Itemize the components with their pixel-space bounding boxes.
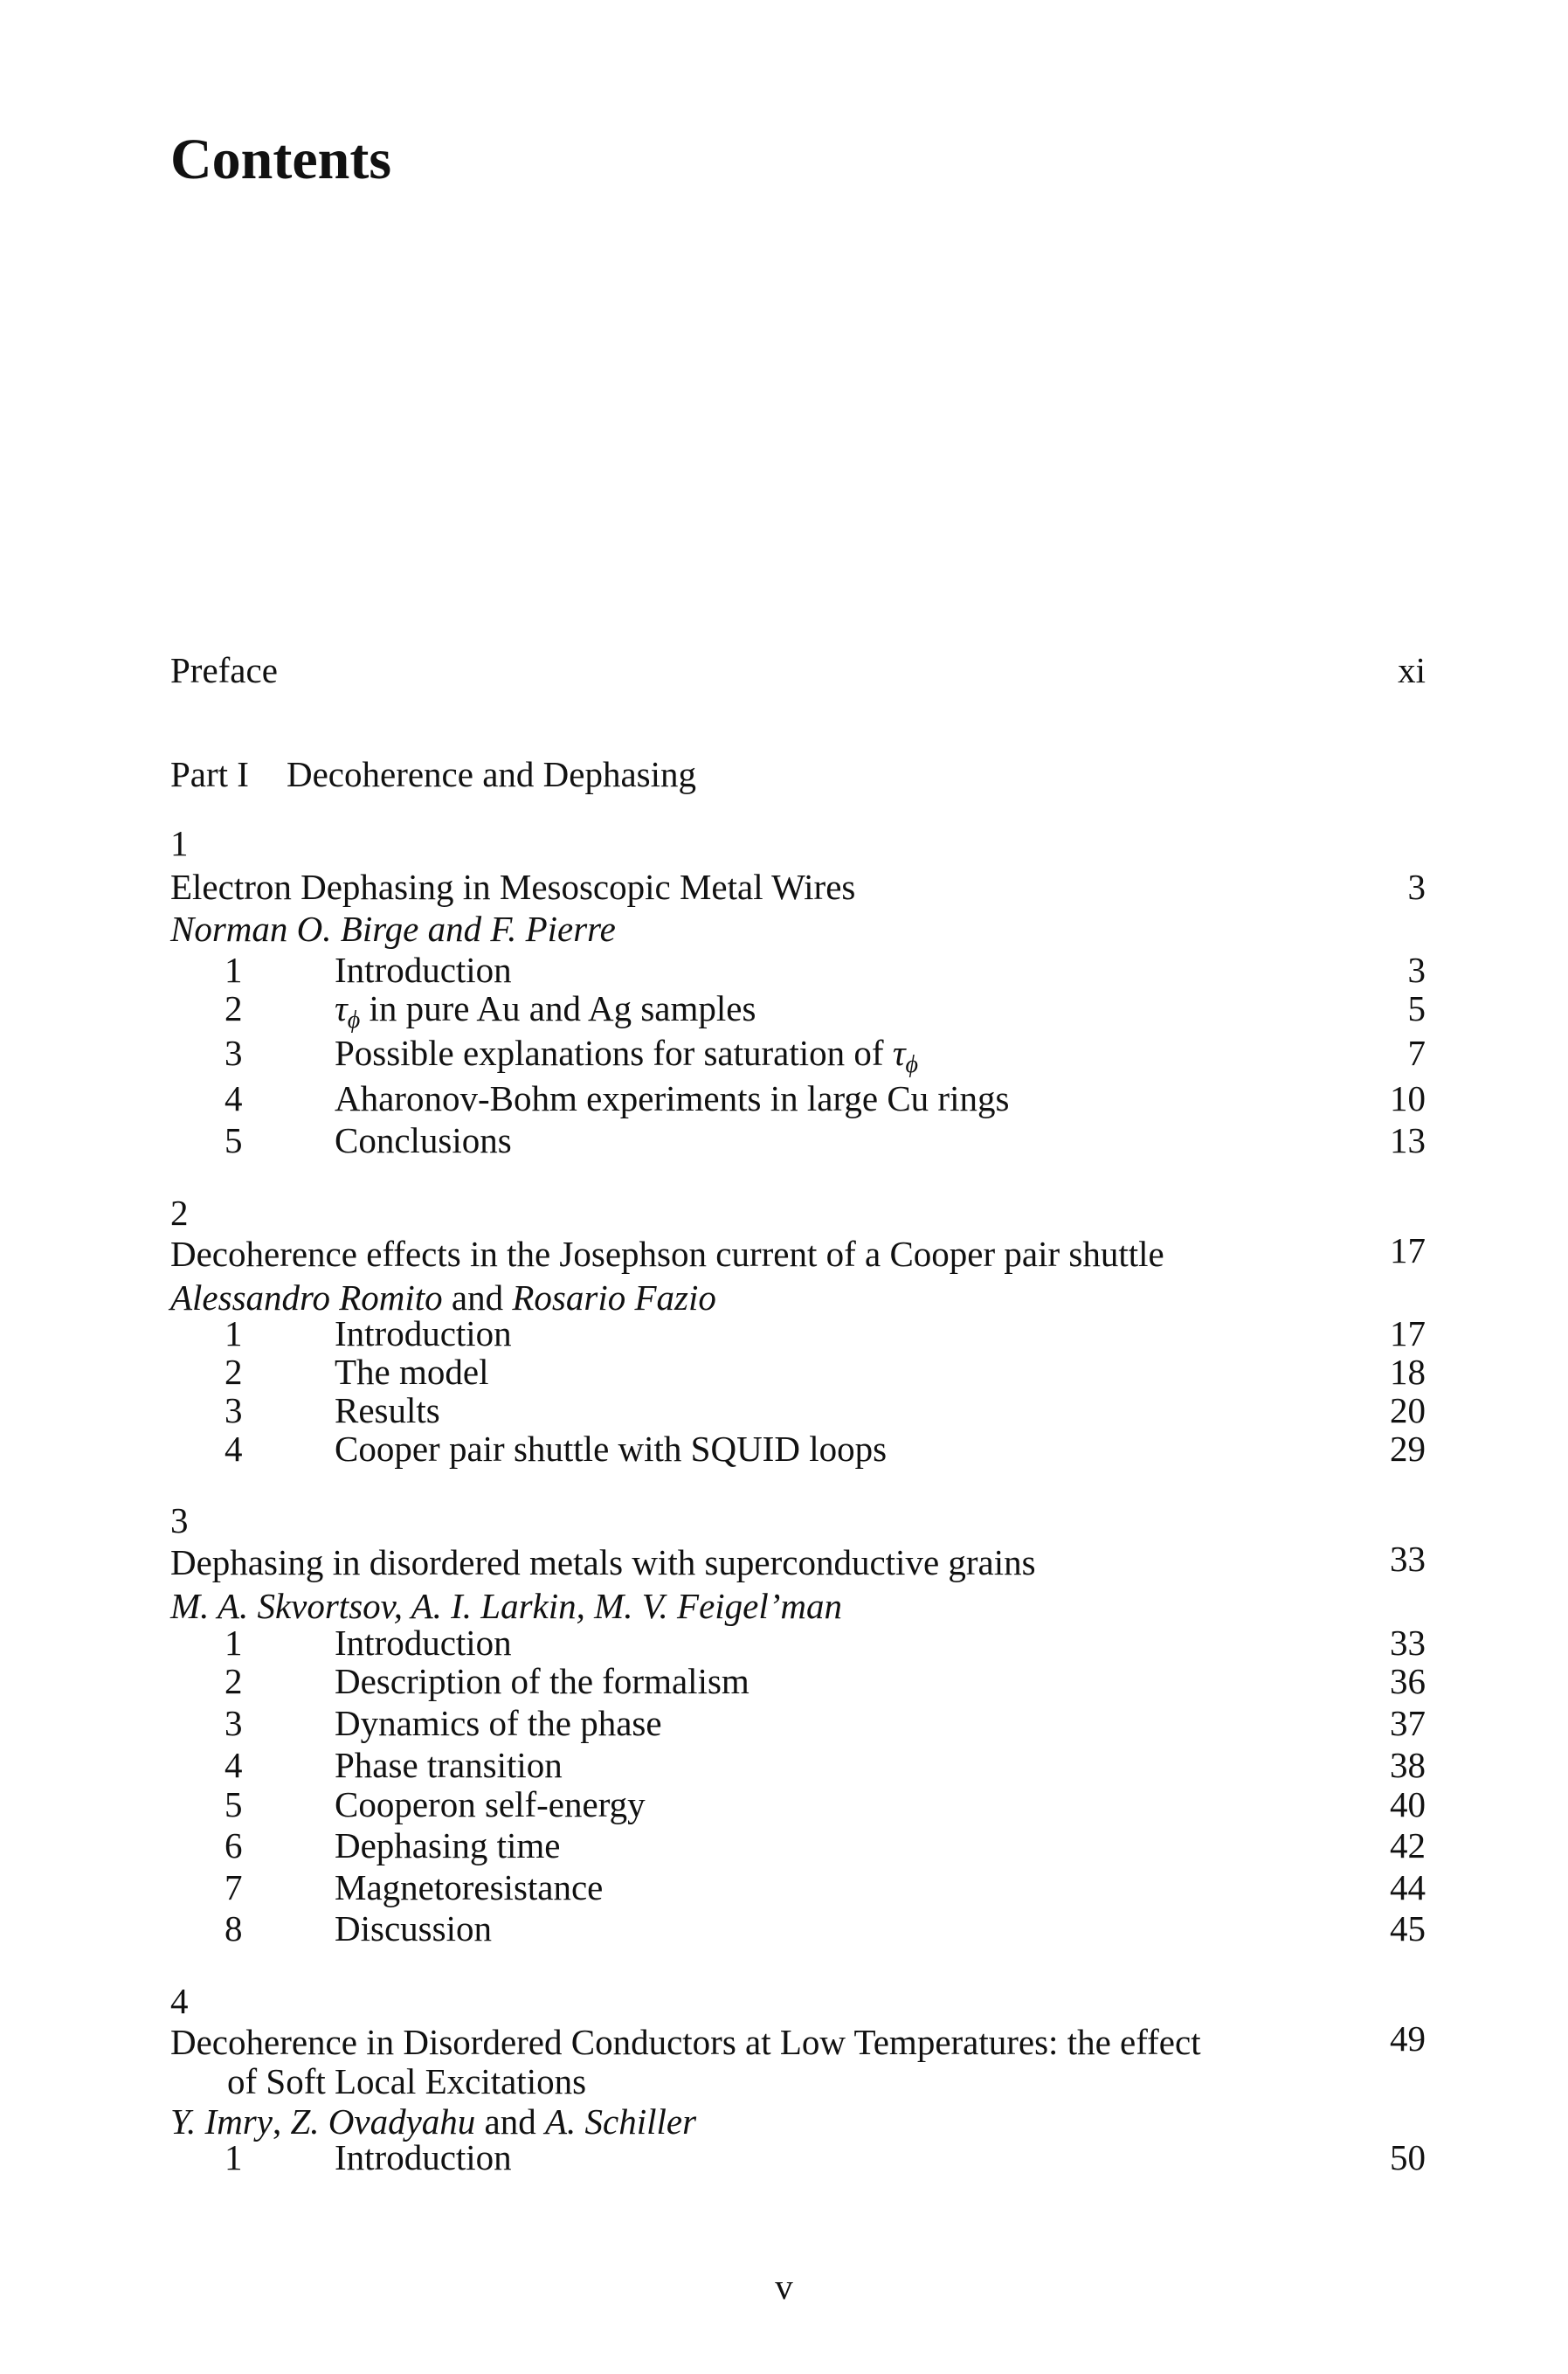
chapter-title-row[interactable] <box>170 1230 1426 1274</box>
section-number: 2 <box>224 988 243 1028</box>
section-title: Phase transition <box>335 1745 563 1785</box>
page-folio: v <box>775 2267 793 2307</box>
section-title: Introduction <box>335 2137 512 2177</box>
page-number: 38 <box>1390 1745 1426 1785</box>
section-number: 1 <box>224 1623 243 1663</box>
section-title: Aharonov-Bohm experiments in large Cu rings <box>335 1078 1010 1118</box>
section-number: 2 <box>224 1352 243 1392</box>
section-title: Results <box>335 1390 440 1430</box>
section-number: 7 <box>224 1867 243 1907</box>
chapter-title: Dephasing in disordered metals with superconductive grains <box>170 1542 1036 1582</box>
chapter-number: 3 <box>170 1500 189 1540</box>
chapter-authors: Y. Imry, Z. Ovadyahu and A. Schiller <box>170 2101 697 2142</box>
section-number: 4 <box>224 1745 243 1785</box>
page-number: 42 <box>1390 1825 1426 1865</box>
page-number: 17 <box>1390 1230 1426 1270</box>
page-number: 44 <box>1390 1867 1426 1907</box>
chapter-number: 1 <box>170 823 189 863</box>
section-title: Introduction <box>335 1313 512 1353</box>
section-title: Dynamics of the phase <box>335 1703 662 1743</box>
section-number: 4 <box>224 1429 243 1469</box>
page-number: 13 <box>1390 1120 1426 1160</box>
page-number: 33 <box>1390 1539 1426 1579</box>
section-number: 1 <box>224 1313 243 1353</box>
page-title: Contents <box>170 128 392 191</box>
section-title: Magnetoresistance <box>335 1867 604 1907</box>
page-number: 33 <box>1390 1623 1426 1663</box>
part-title: Decoherence and Dephasing <box>287 754 696 794</box>
section-number: 5 <box>224 1784 243 1824</box>
preface-label: Preface <box>170 650 278 690</box>
toc-entry-preface[interactable] <box>170 650 1426 690</box>
chapter-title: Decoherence effects in the Josephson current of a Cooper pair shuttle <box>170 1234 1164 1274</box>
section-title: Introduction <box>335 950 512 990</box>
chapter-title-row[interactable] <box>170 869 1426 905</box>
page-number: 17 <box>1390 1313 1426 1353</box>
page-number: 3 <box>1407 950 1426 990</box>
chapter-authors: M. A. Skvortsov, A. I. Larkin, M. V. Feigel’man <box>170 1586 843 1626</box>
page-number: 7 <box>1407 1033 1426 1073</box>
section-title: The model <box>335 1352 489 1392</box>
section-title: Introduction <box>335 1623 512 1663</box>
page-number: 29 <box>1390 1429 1426 1469</box>
section-number: 2 <box>224 1661 243 1701</box>
chapter-title-row[interactable] <box>170 1539 1426 1582</box>
chapter-title: Electron Dephasing in Mesoscopic Metal Wires <box>170 867 856 907</box>
section-title: Possible explanations for saturation of $\tau_\phi$ <box>335 1033 918 1078</box>
page-number: 18 <box>1390 1352 1426 1392</box>
page-number: 20 <box>1390 1390 1426 1430</box>
section-number: 3 <box>224 1390 243 1430</box>
page-number: 36 <box>1390 1661 1426 1701</box>
section-number: 8 <box>224 1908 243 1948</box>
part-label: Part I <box>170 754 249 794</box>
section-number: 1 <box>224 950 243 990</box>
chapter-number: 4 <box>170 1981 189 2021</box>
chapter-number: 2 <box>170 1193 189 1233</box>
page-number: 5 <box>1407 988 1426 1028</box>
section-title: Cooper pair shuttle with SQUID loops <box>335 1429 888 1469</box>
page-number: 3 <box>1407 867 1426 907</box>
tau-phi-symbol: $\tau_\phi$ <box>335 988 361 1034</box>
section-number: 4 <box>224 1078 243 1118</box>
page-number: xi <box>1398 650 1426 690</box>
section-title: Conclusions <box>335 1120 512 1160</box>
chapter-title-row[interactable] <box>170 2018 1426 2062</box>
section-title: Discussion <box>335 1908 492 1948</box>
chapter-authors: Alessandro Romito and Rosario Fazio <box>170 1277 716 1318</box>
page-number: 10 <box>1390 1078 1426 1118</box>
chapter-title-line-1: Decoherence in Disordered Conductors at Low Temperatures: the effect <box>170 2022 1201 2062</box>
section-title: Description of the formalism <box>335 1661 749 1701</box>
section-number: 1 <box>224 2137 243 2177</box>
tau-phi-symbol: $\tau_\phi$ <box>892 1033 918 1078</box>
chapter-title-line-2: of Soft Local Excitations <box>227 2061 587 2101</box>
page-number: 40 <box>1390 1784 1426 1824</box>
page-number: 45 <box>1390 1908 1426 1948</box>
section-title: Dephasing time <box>335 1825 561 1865</box>
section-number: 5 <box>224 1120 243 1160</box>
section-number: 6 <box>224 1825 243 1865</box>
section-title: Cooperon self-energy <box>335 1784 646 1824</box>
page-number: 49 <box>1390 2018 1426 2059</box>
chapter-authors: Norman O. Birge and F. Pierre <box>170 909 616 949</box>
page-number: 50 <box>1390 2137 1426 2177</box>
section-number: 3 <box>224 1033 243 1073</box>
page-number: 37 <box>1390 1703 1426 1743</box>
section-number: 3 <box>224 1703 243 1743</box>
section-title: $\tau_\phi$ in pure Au and Ag samples <box>335 988 756 1034</box>
